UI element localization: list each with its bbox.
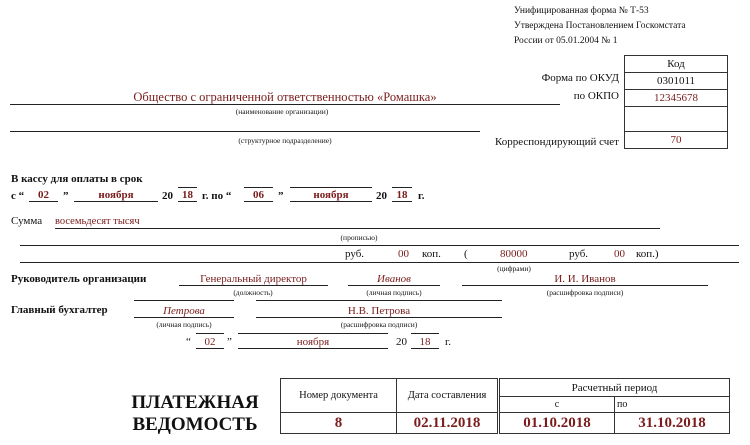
head-position: Генеральный директор bbox=[179, 273, 328, 286]
head-label: Руководитель организации bbox=[11, 273, 147, 285]
caption: (личная подпись) bbox=[156, 320, 212, 329]
text: 20 bbox=[162, 190, 173, 202]
okud-label: Форма по ОКУД bbox=[541, 72, 619, 84]
document-table bbox=[280, 378, 730, 434]
head-name: И. И. Иванов bbox=[462, 273, 708, 286]
period-header: Расчетный период bbox=[499, 379, 730, 397]
date-month: ноября bbox=[238, 336, 388, 349]
caption: (должность) bbox=[233, 288, 273, 297]
line bbox=[134, 300, 234, 301]
text: г. bbox=[418, 190, 425, 202]
sum-digits-caption: (цифрами) bbox=[497, 264, 531, 273]
codes-table bbox=[624, 55, 728, 149]
number-header: Номер документа bbox=[281, 379, 397, 413]
form-header-line: Унифицированная форма № Т-53 bbox=[514, 6, 649, 16]
from-header: с bbox=[499, 397, 615, 413]
account-label: Корреспондирующий счет bbox=[494, 136, 619, 148]
accountant-name: Н.В. Петрова bbox=[256, 305, 502, 318]
document-title: ПЛАТЕЖНАЯ bbox=[131, 392, 259, 413]
sum-words-caption: (прописью) bbox=[340, 233, 378, 242]
from-year: 18 bbox=[178, 189, 197, 202]
to-month: ноября bbox=[290, 189, 372, 202]
caption: (расшифровка подписи) bbox=[340, 320, 418, 329]
text: г. по “ bbox=[202, 190, 232, 202]
to-header: по bbox=[615, 397, 730, 413]
text: “ bbox=[186, 336, 191, 348]
line bbox=[411, 333, 439, 334]
line bbox=[238, 333, 388, 334]
from-month: ноября bbox=[74, 189, 158, 202]
caption: (личная подпись) bbox=[366, 288, 422, 297]
form-header-line: Утверждена Постановлением Госкомстата bbox=[514, 21, 686, 31]
document-title: ВЕДОМОСТЬ bbox=[132, 414, 258, 435]
account-code: 70 bbox=[625, 132, 728, 149]
line bbox=[20, 245, 739, 246]
text: руб. bbox=[569, 248, 589, 260]
accountant-label: Главный бухгалтер bbox=[11, 304, 108, 316]
text: ( bbox=[464, 248, 468, 260]
blank-code bbox=[625, 107, 728, 132]
division-line bbox=[10, 131, 480, 132]
text: с “ bbox=[11, 190, 25, 202]
text: ” bbox=[278, 190, 284, 202]
line bbox=[20, 262, 739, 263]
from-day: 02 bbox=[29, 189, 58, 202]
caption: (расшифровка подписи) bbox=[546, 288, 624, 297]
organization-name: Общество с ограниченной ответственностью «Ромашка» bbox=[10, 91, 560, 105]
text: коп. bbox=[422, 248, 441, 260]
division-caption: (структурное подразделение) bbox=[238, 136, 332, 145]
blank-line bbox=[290, 187, 372, 188]
text: 20 bbox=[396, 336, 407, 348]
date-header: Дата составления bbox=[397, 379, 499, 413]
form-header-line: России от 05.01.2004 № 1 bbox=[514, 36, 618, 46]
okud-code: 0301011 bbox=[625, 73, 728, 90]
line bbox=[196, 333, 224, 334]
organization-caption: (наименование организации) bbox=[235, 107, 329, 116]
accountant-signature: Петрова bbox=[134, 305, 234, 318]
period-to: 31.10.2018 bbox=[615, 413, 730, 434]
date-day: 02 bbox=[196, 336, 224, 349]
text: г. bbox=[445, 336, 452, 348]
text: 20 bbox=[376, 190, 387, 202]
text: коп.) bbox=[636, 248, 659, 260]
sum-label: Сумма bbox=[11, 215, 43, 227]
blank-line bbox=[178, 187, 197, 188]
text: ” bbox=[63, 190, 69, 202]
blank-line bbox=[392, 187, 412, 188]
line bbox=[256, 300, 502, 301]
period-title: В кассу для оплаты в срок bbox=[11, 173, 143, 185]
document-date: 02.11.2018 bbox=[397, 413, 499, 434]
sum-kop-2: 00 bbox=[614, 248, 625, 260]
sum-digits: 80000 bbox=[500, 248, 528, 260]
okpo-code: 12345678 bbox=[625, 90, 728, 107]
okpo-label: по ОКПО bbox=[573, 90, 619, 102]
document-number: 8 bbox=[281, 413, 397, 434]
head-signature: Иванов bbox=[348, 273, 440, 286]
to-year: 18 bbox=[392, 189, 412, 202]
blank-line bbox=[244, 187, 273, 188]
period-from: 01.10.2018 bbox=[499, 413, 615, 434]
text: ” bbox=[227, 336, 232, 348]
codes-title: Код bbox=[625, 56, 728, 73]
to-day: 06 bbox=[244, 189, 273, 202]
date-year: 18 bbox=[411, 336, 439, 349]
sum-words: восемьдесят тысяч bbox=[55, 216, 660, 229]
text: руб. bbox=[345, 248, 365, 260]
sum-kop: 00 bbox=[398, 248, 409, 260]
